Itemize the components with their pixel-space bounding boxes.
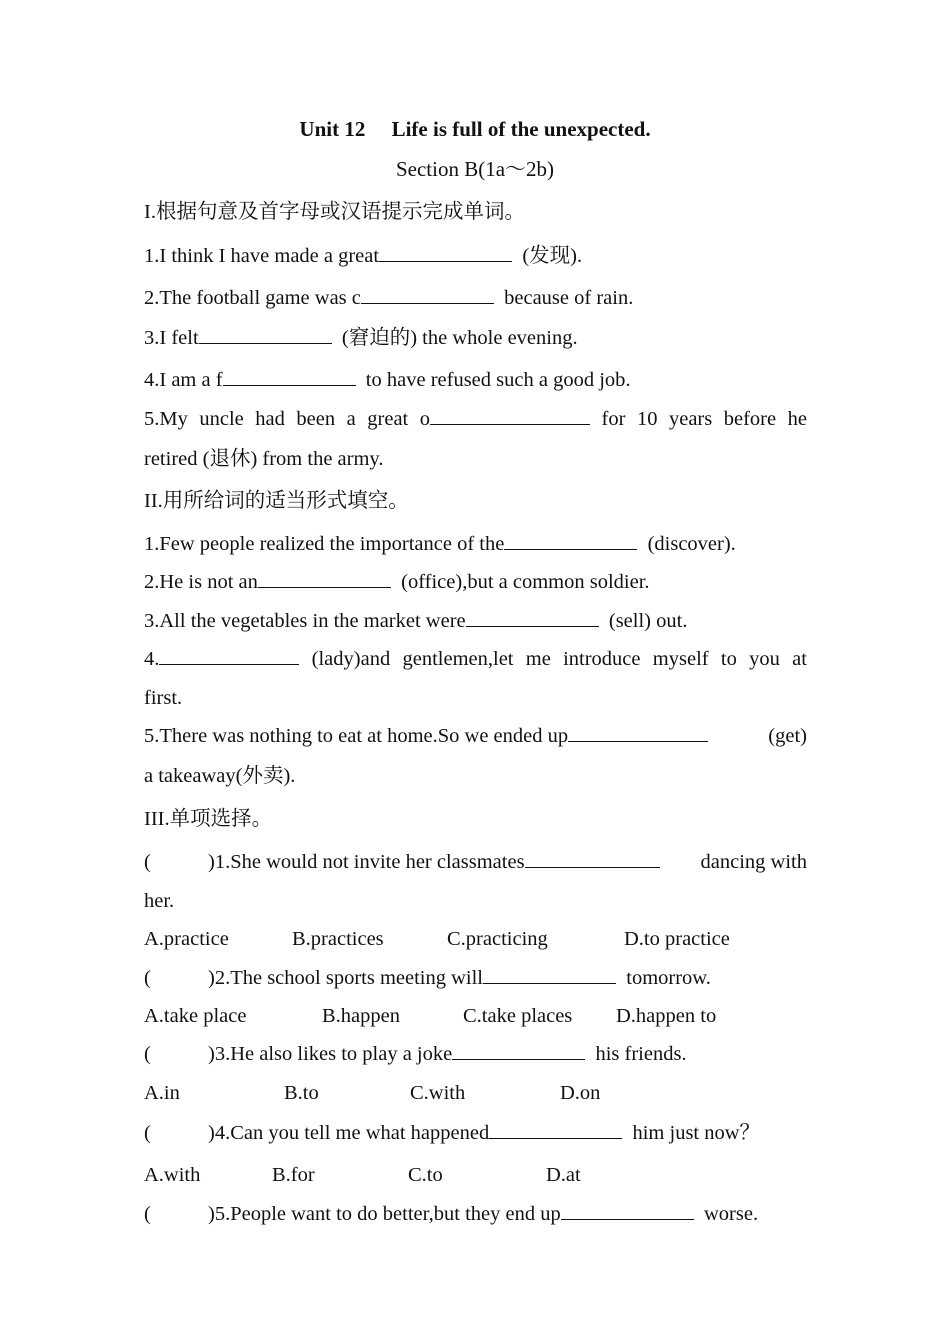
- question-text: 3.All the vegetables in the market were: [144, 610, 466, 632]
- answer-paren[interactable]: (: [144, 851, 151, 873]
- part3-heading: III.单项选择。: [144, 808, 273, 830]
- part1-question-5: [144, 406, 807, 432]
- part2-question-2: [144, 569, 807, 595]
- part1-question-5-cont: retired (退休) from the army.: [144, 448, 384, 470]
- word: (lady)and: [311, 648, 391, 670]
- answer-blank[interactable]: [258, 569, 391, 588]
- word: been: [296, 408, 336, 430]
- part2-question-5-cont: a takeaway(外卖).: [144, 765, 296, 787]
- question-hint: (office),but a common soldier.: [401, 571, 650, 593]
- answer-blank[interactable]: [430, 406, 590, 425]
- answer-blank[interactable]: [561, 1201, 694, 1220]
- part2-question-3: [144, 608, 807, 634]
- answer-paren[interactable]: (: [144, 967, 151, 989]
- answer-paren[interactable]: (: [144, 1122, 151, 1144]
- answer-blank[interactable]: [159, 646, 299, 665]
- option-c[interactable]: C.practicing: [447, 928, 548, 950]
- word: 10: [636, 408, 658, 430]
- part3-question-2: [144, 965, 807, 991]
- question-text-end: dancing with: [700, 851, 807, 873]
- question-text: 5.There was nothing to eat at home.So we ended up: [144, 725, 569, 747]
- option-a[interactable]: A.with: [144, 1164, 201, 1186]
- question-text: )2.The school sports meeting will: [208, 967, 483, 989]
- option-d[interactable]: D.happen to: [616, 1005, 717, 1027]
- question-text: 1.I think I have made a great: [144, 245, 380, 267]
- question-text: 3.I felt: [144, 327, 199, 349]
- option-b[interactable]: B.for: [272, 1164, 315, 1186]
- word: before: [723, 408, 777, 430]
- question-text: 2.He is not an: [144, 571, 258, 593]
- answer-blank[interactable]: [466, 608, 599, 627]
- part1-question-2: [144, 285, 807, 311]
- option-d[interactable]: D.on: [560, 1082, 601, 1104]
- part1-question-3: [144, 325, 807, 351]
- question-hint: (discover).: [647, 533, 736, 555]
- question-text-end: to have refused such a good job.: [365, 369, 631, 391]
- option-d[interactable]: D.to practice: [624, 928, 730, 950]
- question-text-end: worse.: [703, 1203, 759, 1225]
- question-number: 4.: [144, 648, 160, 670]
- word: he: [787, 408, 807, 430]
- answer-blank[interactable]: [379, 243, 512, 262]
- answer-blank[interactable]: [483, 965, 616, 984]
- word: gentlemen,let: [402, 648, 514, 670]
- option-b[interactable]: B.practices: [292, 928, 384, 950]
- question-text-end: tomorrow.: [626, 967, 711, 989]
- answer-blank[interactable]: [568, 723, 708, 742]
- option-c[interactable]: C.with: [410, 1082, 466, 1104]
- part3-question-5: [144, 1201, 807, 1227]
- part3-question-3: [144, 1041, 807, 1067]
- page-title: Unit 12 Life is full of the unexpected.: [299, 117, 651, 141]
- answer-blank[interactable]: [504, 531, 637, 550]
- answer-paren[interactable]: (: [144, 1043, 151, 1065]
- part1-heading: I.根据句意及首字母或汉语提示完成单词。: [144, 201, 525, 223]
- word: great: [367, 408, 409, 430]
- option-a[interactable]: A.take place: [144, 1005, 247, 1027]
- question-hint: (get): [768, 725, 807, 747]
- part1-question-1: [144, 243, 807, 269]
- answer-blank[interactable]: [452, 1041, 585, 1060]
- question-hint: (窘迫的) the whole evening.: [341, 327, 578, 349]
- part3-question-4: [144, 1120, 807, 1146]
- word: you: [749, 648, 780, 670]
- question-text-end: because of rain.: [504, 287, 634, 309]
- question-text: )5.People want to do better,but they end up: [208, 1203, 561, 1225]
- question-text-end: him just now？: [632, 1122, 761, 1144]
- question-text: )3.He also likes to play a joke: [208, 1043, 453, 1065]
- answer-blank[interactable]: [199, 325, 332, 344]
- word: 5.My: [144, 408, 188, 430]
- option-a[interactable]: A.in: [144, 1082, 180, 1104]
- answer-blank[interactable]: [223, 367, 356, 386]
- word: at: [792, 648, 807, 670]
- word: introduce: [563, 648, 641, 670]
- part2-question-4-cont: first.: [144, 687, 183, 709]
- question-text: )4.Can you tell me what happened: [208, 1122, 490, 1144]
- option-c[interactable]: C.take places: [463, 1005, 573, 1027]
- question-text: 4.I am a f: [144, 369, 223, 391]
- answer-blank[interactable]: [525, 849, 660, 868]
- part2-question-1: [144, 531, 807, 557]
- answer-blank[interactable]: [489, 1120, 622, 1139]
- question-hint: (sell) out.: [608, 610, 688, 632]
- question-text: 2.The football game was c: [144, 287, 361, 309]
- part3-question-1: [144, 849, 807, 875]
- option-c[interactable]: C.to: [408, 1164, 443, 1186]
- word: me: [525, 648, 551, 670]
- option-b[interactable]: B.to: [284, 1082, 319, 1104]
- question-text: )1.She would not invite her classmates: [208, 851, 525, 873]
- option-d[interactable]: D.at: [546, 1164, 581, 1186]
- part3-question-1-cont: her.: [144, 890, 175, 912]
- page-subtitle: Section B(1a～2b): [395, 157, 555, 181]
- word: to: [720, 648, 737, 670]
- question-text-end: his friends.: [595, 1043, 687, 1065]
- part2-heading: II.用所给词的适当形式填空。: [144, 490, 409, 512]
- word: myself: [652, 648, 709, 670]
- question-hint: (发现).: [522, 245, 583, 267]
- option-b[interactable]: B.happen: [322, 1005, 400, 1027]
- part2-question-5: [144, 723, 807, 749]
- part1-question-4: [144, 367, 807, 393]
- option-a[interactable]: A.practice: [144, 928, 229, 950]
- question-text: 1.Few people realized the importance of the: [144, 533, 505, 555]
- word: had: [255, 408, 285, 430]
- word: o: [419, 408, 431, 430]
- word: years: [668, 408, 713, 430]
- answer-blank[interactable]: [361, 285, 494, 304]
- part2-question-4: [144, 646, 807, 672]
- word: for: [601, 408, 626, 430]
- answer-paren[interactable]: (: [144, 1203, 151, 1225]
- word: uncle: [199, 408, 244, 430]
- word: a: [346, 408, 356, 430]
